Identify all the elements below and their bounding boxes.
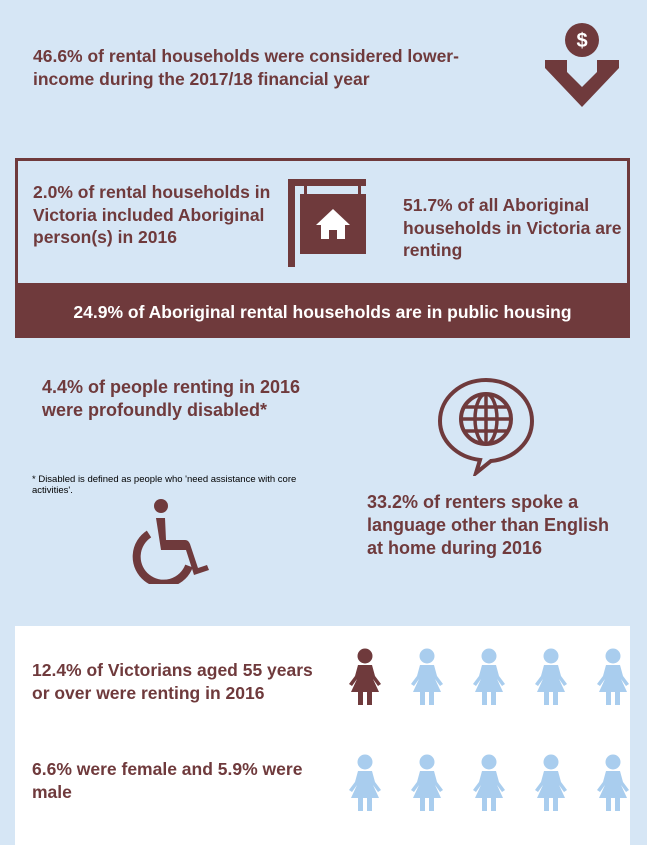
house-sign-icon bbox=[286, 179, 371, 269]
person-icon bbox=[470, 754, 508, 812]
public-housing-banner: 24.9% of Aboriginal rental households are in public housing bbox=[15, 286, 630, 338]
person-icon bbox=[408, 648, 446, 706]
aboriginal-renting-text: 51.7% of all Aboriginal households in Victoria are renting bbox=[403, 195, 622, 260]
disability-footnote: * Disabled is defined as people who 'need assistance with core activities'. bbox=[32, 474, 297, 496]
person-icon bbox=[470, 648, 508, 706]
person-icon bbox=[532, 648, 570, 706]
disability-statistic: 4.4% of people renting in 2016 were profoundly disabled* bbox=[42, 377, 301, 420]
wheelchair-icon bbox=[125, 498, 215, 584]
income-statistic: 46.6% of rental households were considered lower-income during the 2017/18 financial year bbox=[33, 46, 459, 89]
gender-statistic: 6.6% were female and 5.9% were male bbox=[32, 759, 303, 802]
person-icon bbox=[408, 754, 446, 812]
person-icon-highlighted bbox=[346, 648, 384, 706]
aged-statistic: 12.4% of Victorians aged 55 years or over were renting in 2016 bbox=[32, 660, 313, 703]
person-icon bbox=[594, 648, 632, 706]
aboriginal-box bbox=[15, 158, 630, 286]
aboriginal-share-text: 2.0% of rental households in Victoria included Aboriginal person(s) in 2016 bbox=[33, 182, 271, 247]
dollar-arrow-icon bbox=[537, 22, 627, 114]
person-icon bbox=[346, 754, 384, 812]
aged-panel bbox=[15, 626, 630, 845]
language-statistic: 33.2% of renters spoke a language other than English at home during 2016 bbox=[367, 492, 610, 558]
globe-speech-icon bbox=[436, 376, 536, 476]
svg-text:$: $ bbox=[576, 30, 588, 52]
person-icon bbox=[594, 754, 632, 812]
person-icon bbox=[532, 754, 570, 812]
